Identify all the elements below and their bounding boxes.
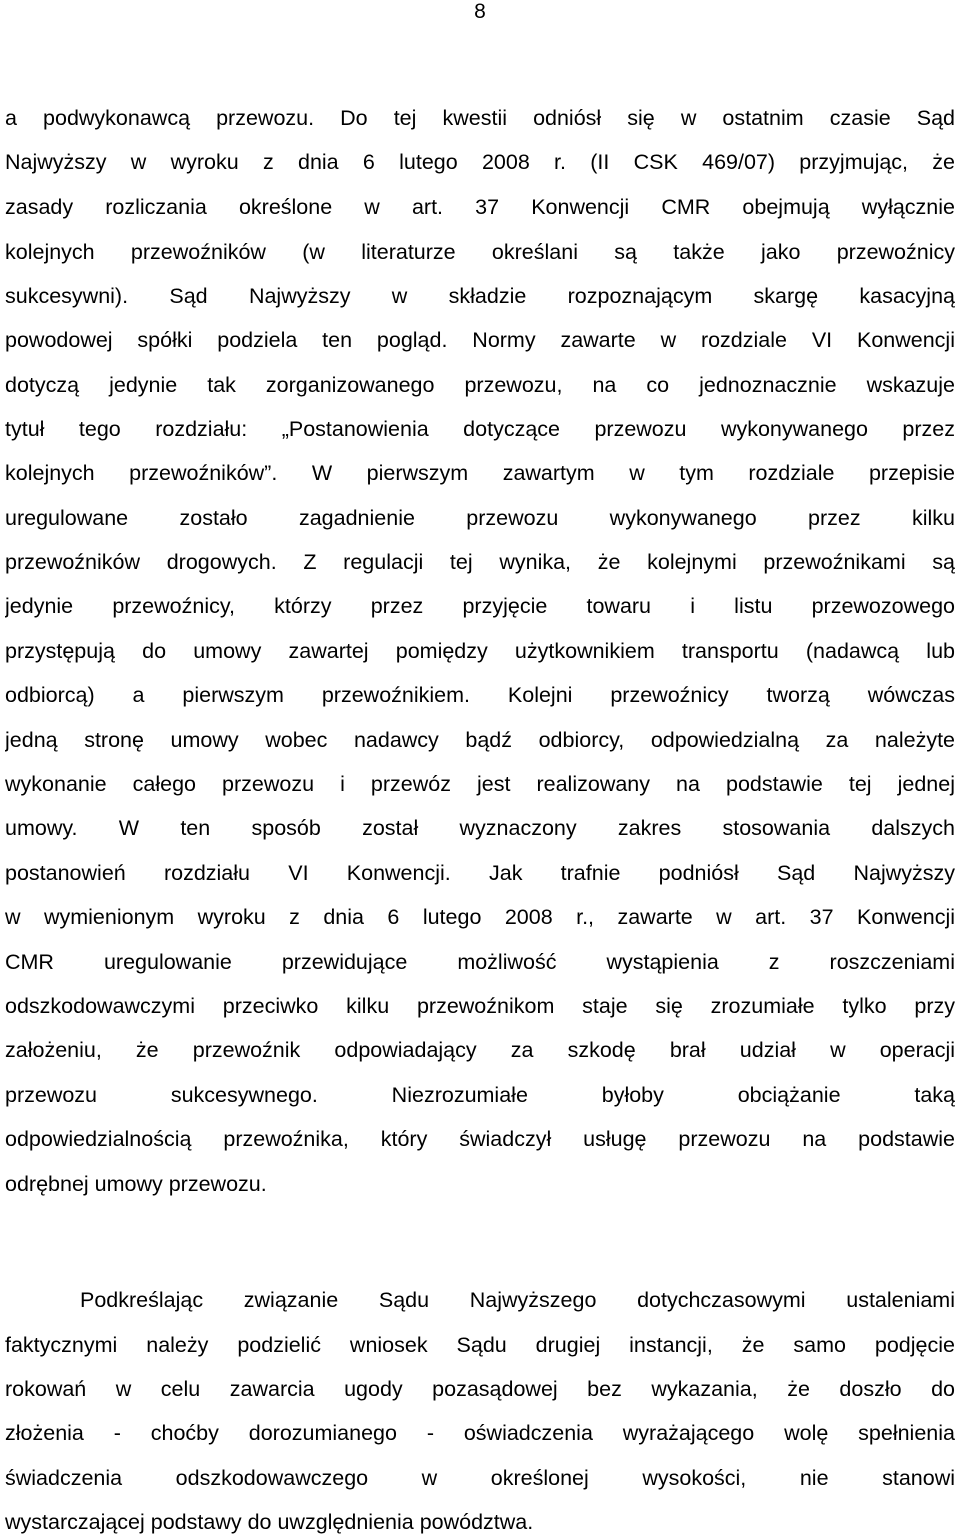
text-line: wystarczającej podstawy do uwzględnienia powództwa. — [5, 1510, 534, 1534]
text-line: postanowień rozdziału VI Konwencji. Jak trafnie podniósł Sąd Najwyższy — [5, 861, 955, 885]
text-line: odpowiedzialnością przewoźnika, który świadczył usługę przewozu na podstawie — [5, 1127, 955, 1151]
text-line: przewoźników drogowych. Z regulacji tej wynika, że kolejnymi przewoźnikami są — [5, 550, 955, 574]
text-line: kolejnych przewoźników”. W pierwszym zawartym w tym rozdziale przepisie — [5, 461, 955, 485]
text-line: CMR uregulowanie przewidujące możliwość wystąpienia z roszczeniami — [5, 950, 955, 974]
text-line: świadczenia odszkodowawczego w określonej wysokości, nie stanowi — [5, 1466, 955, 1490]
text-line: Podkreślając związanie Sądu Najwyższego dotychczasowymi ustaleniami — [80, 1288, 955, 1312]
text-line: jedynie przewoźnicy, którzy przez przyjęcie towaru i listu przewozowego — [5, 594, 955, 618]
text-line: odbiorcą) a pierwszym przewoźnikiem. Kolejni przewoźnicy tworzą wówczas — [5, 683, 955, 707]
text-line: kolejnych przewoźników (w literaturze określani są także jako przewoźnicy — [5, 240, 955, 264]
text-line: złożenia - choćby dorozumianego - oświadczenia wyrażającego wolę spełnienia — [5, 1421, 955, 1445]
text-line: przystępują do umowy zawartej pomiędzy użytkownikiem transportu (nadawcą lub — [5, 639, 955, 663]
text-line: odrębnej umowy przewozu. — [5, 1172, 267, 1196]
text-line: przewozu sukcesywnego. Niezrozumiałe byłoby obciążanie taką — [5, 1083, 955, 1107]
text-line: wykonanie całego przewozu i przewóz jest realizowany na podstawie tej jednej — [5, 772, 955, 796]
text-line: umowy. W ten sposób został wyznaczony zakres stosowania dalszych — [5, 816, 955, 840]
text-line: Najwyższy w wyroku z dnia 6 lutego 2008 r. (II CSK 469/07) przyjmując, że — [5, 150, 955, 174]
text-line: powodowej spółki podziela ten pogląd. Normy zawarte w rozdziale VI Konwencji — [5, 328, 955, 352]
text-line: jedną stronę umowy wobec nadawcy bądź odbiorcy, odpowiedzialną za należyte — [5, 728, 955, 752]
text-line: faktycznymi należy podzielić wniosek Sądu drugiej instancji, że samo podjęcie — [5, 1333, 955, 1357]
text-line: odszkodowawczymi przeciwko kilku przewoźnikom staje się zrozumiałe tylko przy — [5, 994, 955, 1018]
text-line: dotyczą jedynie tak zorganizowanego przewozu, na co jednoznacznie wskazuje — [5, 373, 955, 397]
text-line: założeniu, że przewoźnik odpowiadający za szkodę brał udział w operacji — [5, 1038, 955, 1062]
text-line: rokowań w celu zawarcia ugody pozasądowej bez wykazania, że doszło do — [5, 1377, 955, 1401]
text-line: zasady rozliczania określone w art. 37 Konwencji CMR obejmują wyłącznie — [5, 195, 955, 219]
text-line: a podwykonawcą przewozu. Do tej kwestii odniósł się w ostatnim czasie Sąd — [5, 106, 955, 130]
text-line: uregulowane zostało zagadnienie przewozu wykonywanego przez kilku — [5, 506, 955, 530]
text-line: sukcesywni). Sąd Najwyższy w składzie rozpoznającym skargę kasacyjną — [5, 284, 955, 308]
page-number: 8 — [474, 0, 486, 23]
text-line: w wymienionym wyroku z dnia 6 lutego 2008 r., zawarte w art. 37 Konwencji — [5, 905, 955, 929]
text-line: tytuł tego rozdziału: „Postanowienia dotyczące przewozu wykonywanego przez — [5, 417, 955, 441]
